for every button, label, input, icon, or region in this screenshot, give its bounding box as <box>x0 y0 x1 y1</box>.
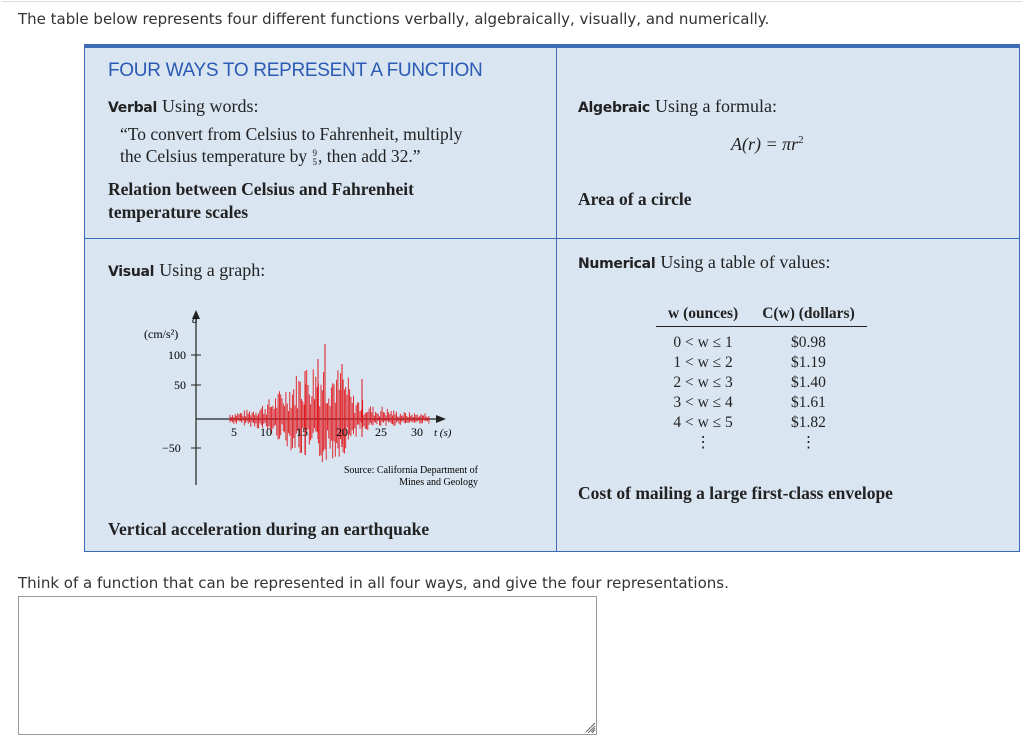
algebraic-header <box>578 96 777 117</box>
x-tick-label-25: 25 <box>375 425 387 439</box>
verbal-caption-line2: temperature scales <box>108 202 249 222</box>
x-tick-label-10: 10 <box>260 425 272 439</box>
y-variable-label: a <box>192 314 198 326</box>
table-row-ellipsis <box>656 433 867 453</box>
c-cell: $1.61 <box>791 393 826 411</box>
w-cell: 4 < w ≤ 5 <box>673 413 733 431</box>
verbal-caption-line1: Relation between Celsius and Fahrenheit <box>108 179 414 199</box>
panel-heading: FOUR WAYS TO REPRESENT A FUNCTION <box>108 60 483 81</box>
x-axis-label: t (s) <box>434 427 452 439</box>
formula-exponent: 2 <box>798 134 804 146</box>
page-top-border <box>2 1 1022 2</box>
w-cell: 0 < w ≤ 1 <box>673 333 733 351</box>
earthquake-graph <box>130 305 500 495</box>
verbal-quote-line1: “To convert from Celsius to Fahrenheit, multiply <box>120 124 463 144</box>
w-ellipsis: ⋮ <box>695 433 711 451</box>
verbal-caption <box>108 178 414 224</box>
x-tick-label-20: 20 <box>336 425 348 439</box>
values-table-header <box>656 305 867 327</box>
values-table-wrap <box>656 305 867 453</box>
quote-line2-pre: the Celsius temperature by <box>120 146 308 166</box>
numerical-caption: Cost of mailing a large first-class envelope <box>578 483 893 503</box>
w-cell: 3 < w ≤ 4 <box>673 393 733 411</box>
verbal-quote <box>120 123 462 167</box>
y-tick-label-100: 100 <box>168 348 186 362</box>
x-tick-label-15: 15 <box>296 425 308 439</box>
verbal-header <box>108 96 259 117</box>
values-table <box>656 305 867 453</box>
nine-fifths-fraction <box>312 149 317 167</box>
x-tick-label-5: 5 <box>231 425 237 439</box>
formula-text: A(r) = πr <box>731 134 799 154</box>
verbal-subtitle: Using words: <box>162 96 259 116</box>
verbal-quote-line2 <box>120 145 462 167</box>
numerical-header <box>578 252 830 273</box>
table-row <box>656 333 867 353</box>
algebraic-subtitle: Using a formula: <box>655 96 777 116</box>
c-cell: $1.82 <box>791 413 826 431</box>
y-tick-label-neg50: −50 <box>162 441 181 455</box>
visual-caption: Vertical acceleration during an earthquake <box>108 519 430 539</box>
numerical-subtitle: Using a table of values: <box>660 252 831 272</box>
visual-label: Visual <box>108 264 155 280</box>
col-c-header: C(w) (dollars) <box>750 305 867 327</box>
c-cell: $1.19 <box>791 353 826 371</box>
table-row <box>656 373 867 393</box>
y-tick-label-50: 50 <box>174 378 186 392</box>
x-axis-arrow <box>436 415 446 423</box>
visual-subtitle: Using a graph: <box>159 260 266 280</box>
table-row <box>656 393 867 413</box>
algebraic-label: Algebraic <box>578 100 650 116</box>
table-row <box>656 353 867 373</box>
quote-line2-post: , then add 32.” <box>317 146 421 166</box>
source-line1: Source: California Department of <box>343 465 478 476</box>
verbal-label: Verbal <box>108 100 157 116</box>
w-cell: 2 < w ≤ 3 <box>673 373 733 391</box>
frac-numerator: 9 <box>312 147 317 158</box>
intro-text: The table below represents four different functions verbally, algebraically, visually, and numerically. <box>18 10 770 28</box>
answer-textarea[interactable] <box>18 596 597 735</box>
panel-horizontal-divider <box>84 238 1020 239</box>
w-cell: 1 < w ≤ 2 <box>673 353 733 371</box>
frac-denominator: 5 <box>312 156 317 167</box>
table-row <box>656 413 867 433</box>
y-unit-label: (cm/s²) <box>144 327 179 341</box>
panel-vertical-divider <box>556 48 557 552</box>
col-w-header: w (ounces) <box>656 305 750 327</box>
numerical-label: Numerical <box>578 256 656 272</box>
x-tick-label-30: 30 <box>411 425 423 439</box>
c-ellipsis: ⋮ <box>800 433 817 451</box>
c-cell: $1.40 <box>791 373 826 391</box>
algebraic-caption: Area of a circle <box>578 189 692 209</box>
c-cell: $0.98 <box>791 333 826 351</box>
visual-header <box>108 260 265 281</box>
algebraic-formula <box>731 134 804 155</box>
source-line2: Mines and Geology <box>399 477 478 488</box>
acceleration-signal <box>230 344 429 462</box>
question-text: Think of a function that can be represented in all four ways, and give the four representations. <box>18 574 729 592</box>
